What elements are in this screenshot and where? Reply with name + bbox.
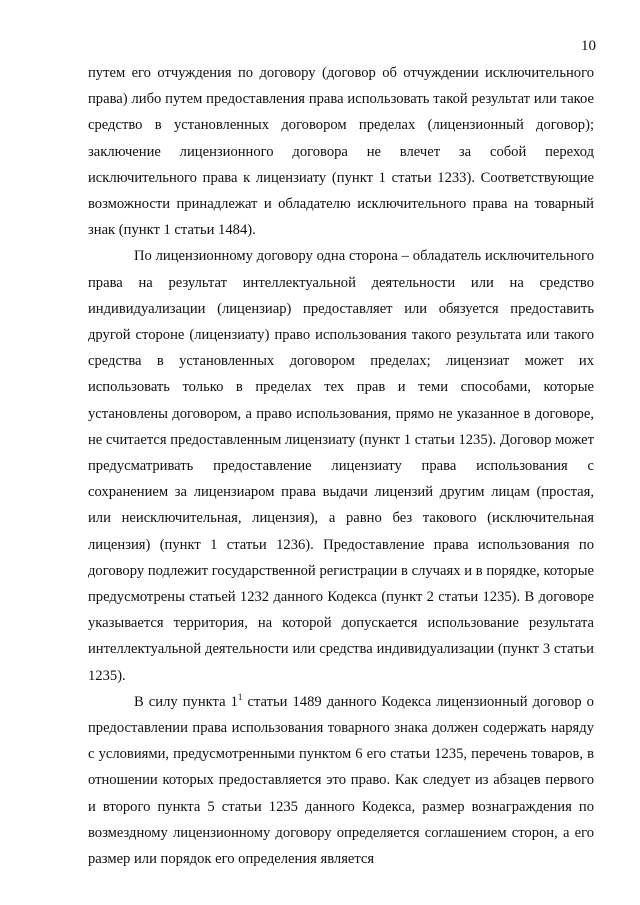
paragraph-text-before-superscript: В силу пункта 1 xyxy=(134,693,238,710)
paragraph-trademark-license xyxy=(88,689,594,872)
page-number: 10 xyxy=(581,38,596,54)
paragraph-continuation: путем его отчуждения по договору (договор об отчуждении исключительного права) либо путем предоставления права использовать такой результат или такое средство в установленных договором пределах (лицензионный договор); заключение лицензионного договора не влечет за собой переход исключительного права к лицензиату (пункт 1 статьи 1233). Соответствующие возможности принадлежат и обладателю исключительного права на товарный знак (пункт 1 статьи 1484). xyxy=(88,65,594,239)
body-text xyxy=(88,60,594,872)
paragraph-text-after-superscript: статьи 1489 данного Кодекса лицензионный договор о предоставлении права использования товарного знака должен содержать наряду с условиями, предусмотренными пунктом 6 его статьи 1235, перечень товаров, в отношении которых предоставляется это право. Как следует из абзацев первого и второго пункта 5 статьи 1235 данного Кодекса, размер вознаграждения по возмездному лицензионному договору определяется соглашением сторон, а его размер или порядок его определения является xyxy=(88,693,594,868)
superscript-marker: 1 xyxy=(237,692,243,703)
paragraph-license-agreement: По лицензионному договору одна сторона – обладатель исключительного права на результат интеллектуальной деятельности или на средство индивидуализации (лицензиар) предоставляет или обязуется предоставить другой стороне (лицензиату) право использования такого результата или такого средства в установленных договором пределах; лицензиат может их использовать только в пределах тех прав и теми способами, которые установлены договором, а право использования, прямо не указанное в договоре, не считается предоставленным лицензиату (пункт 1 статьи 1235). Договор может предусматривать предоставление лицензиату права использования с сохранением за лицензиаром права выдачи лицензий другим лицам (простая, или неисключительная, лицензия), а равно без такового (исключительная лицензия) (пункт 1 статьи 1236). Предоставление права использования по договору подлежит государственной регистрации в случаях и в порядке, которые предусмотрены статьей 1232 данного Кодекса (пункт 2 статьи 1235). В договоре указывается территория, на которой допускается использование результата интеллектуальной деятельности или средства индивидуализации (пункт 3 статьи 1235). xyxy=(88,248,594,684)
